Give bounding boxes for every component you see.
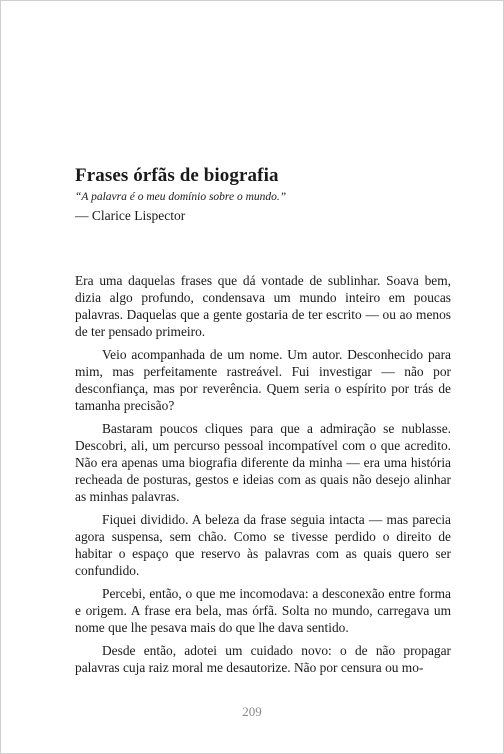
chapter-title: Frases órfãs de biografia: [75, 165, 279, 186]
paragraph-5: Percebi, então, o que me incomodava: a desconexão entre forma e origem. A frase era bela, mas órfã. Solta no mundo, carregava um nome que lhe pesava mais do que lhe dava sentido.: [75, 586, 451, 635]
paragraph-1: Era uma daquelas frases que dá vontade de sublinhar. Soava bem, dizia algo profundo, condensava um mundo inteiro em poucas palavras. Daquelas que a gente gostaria de ter escrito — ou ao menos de ter pensado primeiro.: [75, 273, 451, 339]
paragraph-2: Veio acompanhada de um nome. Um autor. Desconhecido para mim, mas perfeitamente rastreável. Fui investigar — não por desconfiança, mas por reverência. Quem seria o espírito por trás de tamanha precisão?: [75, 347, 451, 413]
page-number: 209: [242, 704, 262, 719]
epigraph-quote: “A palavra é o meu domínio sobre o mundo.”: [75, 191, 287, 203]
epigraph-author: — Clarice Lispector: [75, 208, 186, 223]
paragraph-3: Bastaram poucos cliques para que a admiração se nublasse. Descobri, ali, um percurso pessoal incompatível com o que acredito. Não era apenas uma biografia diferente da minha — era uma história recheada de posturas, gestos e ideias com as quais não desejo alinhar as minhas palavras.: [75, 421, 451, 504]
chapter-body: [75, 272, 451, 682]
paragraph-6: Desde então, adotei um cuidado novo: o de não propagar palavras cuja raiz moral me desautorize. Não por censura ou mo-: [75, 643, 451, 675]
paragraph-4: Fiquei dividido. A beleza da frase seguia intacta — mas parecia agora suspensa, sem chão. Como se tivesse perdido o direito de habitar o espaço que reservo às palavras com as quais quero ser confundido.: [75, 512, 451, 578]
